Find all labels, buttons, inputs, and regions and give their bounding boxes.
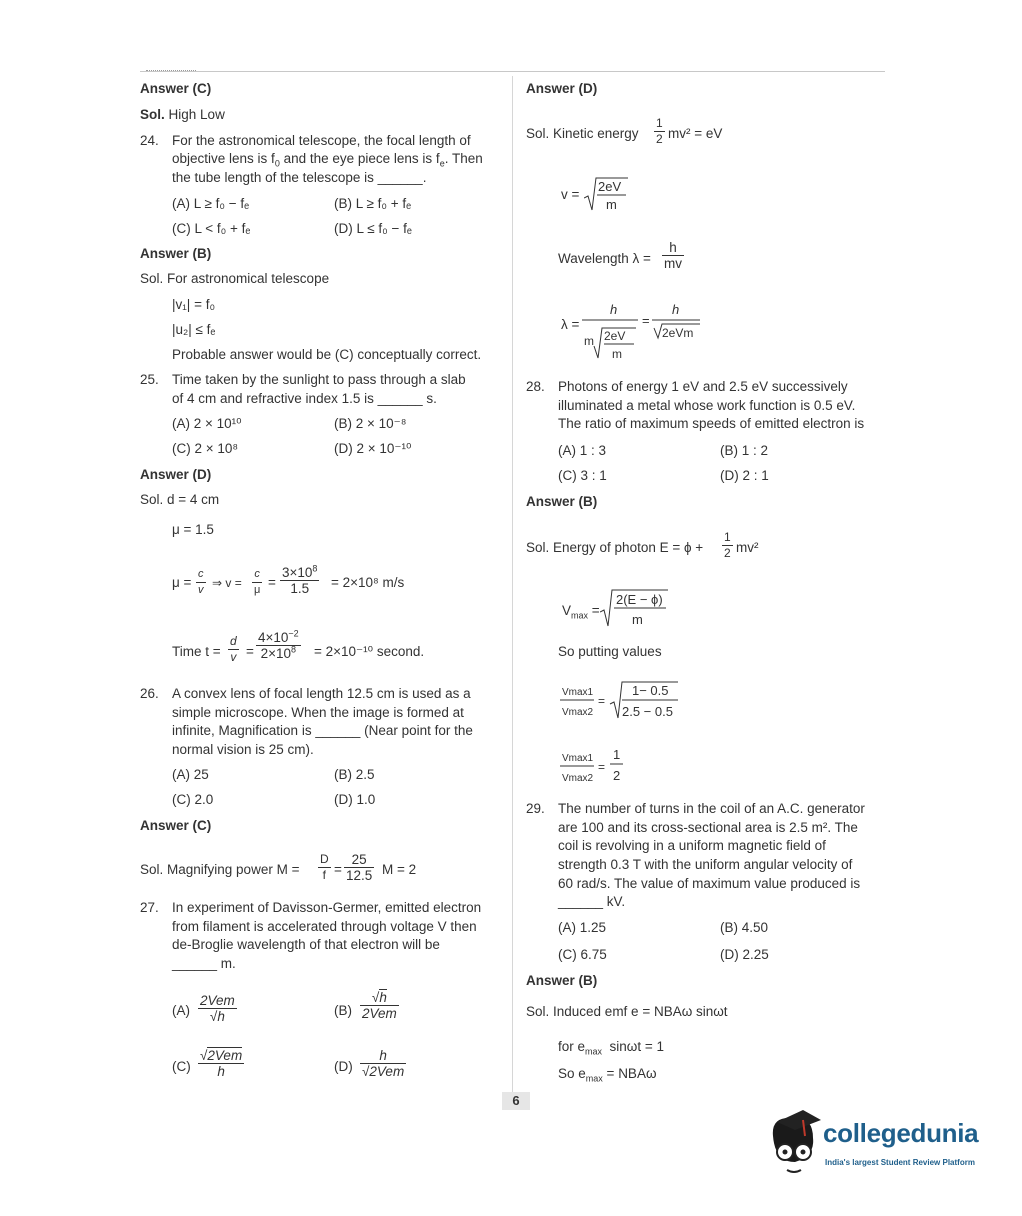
collegedunia-logo bbox=[763, 1108, 995, 1180]
question-number-24: 24. bbox=[140, 133, 159, 148]
option-27-d-fraction: h √2Vem bbox=[362, 1048, 405, 1079]
option-29-b: (B) 4.50 bbox=[720, 920, 769, 935]
question-27-line1: In experiment of Davisson-Germer, emitted electron bbox=[172, 900, 482, 915]
option-27-d-label: (D) bbox=[334, 1059, 353, 1074]
fraction-1-over-2: $\frac{1}{2}$ bbox=[656, 116, 663, 146]
svg-text:=: = bbox=[598, 694, 606, 708]
option-27-c-fraction: √2Vem h bbox=[200, 1048, 243, 1079]
svg-text:2eV: 2eV bbox=[604, 329, 626, 343]
question-number-27: 27. bbox=[140, 900, 159, 915]
fraction-D-over-f: $\frac{D}{f}$ bbox=[320, 852, 329, 882]
equals: = bbox=[334, 862, 342, 877]
solution-24-eq1: |v₁| = f₀ bbox=[172, 297, 216, 312]
option-24-b: (B) L ≥ f₀ + fₑ bbox=[334, 196, 412, 211]
question-28-line2: illuminated a metal whose work function is 0.5 eV. bbox=[558, 398, 856, 413]
svg-text:m: m bbox=[632, 612, 643, 627]
solution-27-ke: mv² = eV bbox=[668, 126, 723, 141]
svg-text:=: = bbox=[642, 313, 650, 328]
wavelength-prefix: Wavelength λ = bbox=[558, 251, 651, 266]
question-25-line2: of 4 cm and refractive index 1.5 is ______ s. bbox=[172, 391, 437, 406]
answer-26: Answer (C) bbox=[140, 818, 212, 833]
question-29-line2: are 100 and its cross-sectional area is 2.5 m². The bbox=[558, 820, 858, 835]
column-divider bbox=[512, 76, 513, 1092]
vmax-ratio-result bbox=[560, 746, 630, 788]
option-28-b: (B) 1 : 2 bbox=[720, 443, 769, 458]
option-25-a: (A) 2 × 10¹⁰ bbox=[172, 416, 242, 431]
answer-24: Answer (B) bbox=[140, 246, 212, 261]
question-29-line5: 60 rad/s. The value of maximum value produced is bbox=[558, 876, 861, 891]
brand-tagline: India's largest Student Review Platform bbox=[825, 1158, 975, 1167]
brand-name: collegedunia bbox=[823, 1118, 979, 1148]
svg-text:1− 0.5: 1− 0.5 bbox=[632, 683, 669, 698]
equals: = bbox=[246, 644, 254, 659]
svg-text:h: h bbox=[672, 302, 680, 317]
option-26-d: (D) 1.0 bbox=[334, 792, 376, 807]
solution-24: Sol. For astronomical telescope bbox=[140, 271, 330, 286]
solution-25: Sol. d = 4 cm bbox=[140, 492, 220, 507]
solution-24-note: Probable answer would be (C) conceptually correct. bbox=[172, 347, 482, 362]
sqrt-2eV-over-m bbox=[584, 176, 628, 214]
solution-25-eq-prefix: μ = bbox=[172, 575, 192, 590]
question-26-line3: infinite, Magnification is ______ (Near point for the bbox=[172, 723, 473, 738]
answer-23: Answer (C) bbox=[140, 81, 212, 96]
question-number-26: 26. bbox=[140, 686, 159, 701]
question-29-line4: strength 0.3 T with the uniform angular velocity of bbox=[558, 857, 853, 872]
solution-25-time-result: = 2×10⁻¹⁰ second. bbox=[314, 644, 425, 659]
solution-23: Sol. High Low bbox=[140, 107, 225, 122]
fraction-d-over-v: $\frac{d}{v}$ bbox=[230, 634, 237, 664]
option-27-c-label: (C) bbox=[172, 1059, 191, 1074]
option-24-d: (D) L ≤ f₀ − fₑ bbox=[334, 221, 412, 236]
page-number: 6 bbox=[502, 1092, 530, 1110]
svg-text:h: h bbox=[610, 302, 618, 317]
question-27-line3: de-Broglie wavelength of that electron will be bbox=[172, 937, 440, 952]
fraction-1-over-2: $\frac{1}{2}$ bbox=[724, 530, 731, 560]
svg-text:2eV: 2eV bbox=[598, 179, 622, 194]
solution-29: Sol. Induced emf e = NBAω sinωt bbox=[526, 1004, 728, 1019]
solution-25-velocity: = 2×10⁸ m/s bbox=[331, 575, 405, 590]
header-rule bbox=[140, 71, 885, 72]
answer-27: Answer (D) bbox=[526, 81, 598, 96]
solution-28-mv2: mv² bbox=[736, 540, 759, 555]
answer-28: Answer (B) bbox=[526, 494, 598, 509]
question-number-28: 28. bbox=[526, 379, 545, 394]
option-26-c: (C) 2.0 bbox=[172, 792, 214, 807]
option-28-c: (C) 3 : 1 bbox=[558, 468, 607, 483]
option-27-a-label: (A) bbox=[172, 1003, 190, 1018]
option-26-b: (B) 2.5 bbox=[334, 767, 375, 782]
answer-29: Answer (B) bbox=[526, 973, 598, 988]
svg-text:Vmax1: Vmax1 bbox=[562, 753, 594, 764]
question-24-line2: objective lens is $f_0$ and the eye piece lens is $f_e$. Then bbox=[172, 151, 483, 169]
option-24-a: (A) L ≥ f₀ − fₑ bbox=[172, 196, 250, 211]
question-24-line3: the tube length of the telescope is ______. bbox=[172, 170, 427, 185]
putting-values: So putting values bbox=[558, 644, 662, 659]
svg-text:Vmax2: Vmax2 bbox=[562, 773, 594, 784]
implies-arrow: ⇒ v = bbox=[212, 576, 242, 590]
mascot-icon bbox=[763, 1108, 823, 1180]
solution-28-prefix: Sol. Energy of photon E = ϕ + bbox=[526, 540, 704, 555]
velocity-eq-prefix: v = bbox=[561, 187, 580, 202]
fraction-4e-2-over-2e8: $\frac{4\times 10^{-2}}{2\times 10^8}$ bbox=[258, 628, 299, 661]
option-25-b: (B) 2 × 10⁻⁸ bbox=[334, 416, 407, 431]
header-dots bbox=[146, 70, 196, 71]
fraction-25-over-12.5: $\frac{25}{12.5}$ bbox=[346, 852, 373, 883]
option-27-a-fraction: 2Vem √h bbox=[200, 993, 235, 1024]
option-24-c: (C) L < f₀ + fₑ bbox=[172, 221, 251, 236]
solution-29-line2: for $e_{max}$ sinωt = 1 bbox=[558, 1039, 664, 1057]
question-27-line4: ______ m. bbox=[172, 956, 236, 971]
svg-text:2eVm: 2eVm bbox=[662, 326, 694, 340]
question-28-line1: Photons of energy 1 eV and 2.5 eV successively bbox=[558, 379, 848, 394]
option-29-a: (A) 1.25 bbox=[558, 920, 607, 935]
question-number-25: 25. bbox=[140, 372, 159, 387]
option-29-c: (C) 6.75 bbox=[558, 947, 607, 962]
svg-text:m: m bbox=[612, 347, 622, 361]
question-24-line1: For the astronomical telescope, the focal length of bbox=[172, 133, 471, 148]
answer-25: Answer (D) bbox=[140, 467, 212, 482]
solution-26-result: M = 2 bbox=[382, 862, 417, 877]
svg-text:Vmax1: Vmax1 bbox=[562, 687, 594, 698]
question-number-29: 29. bbox=[526, 801, 545, 816]
solution-25-mu: μ = 1.5 bbox=[172, 522, 214, 537]
question-25-line1: Time taken by the sunlight to pass through a slab bbox=[172, 372, 466, 387]
option-27-b-label: (B) bbox=[334, 1003, 352, 1018]
fraction-h-over-mv: $\frac{h}{mv}$ bbox=[664, 240, 682, 271]
fraction-c-over-mu: $\frac{c}{\mu}$ bbox=[254, 568, 261, 596]
svg-text:2(E − ϕ): 2(E − ϕ) bbox=[616, 592, 663, 607]
solution-24-eq2: |u₂| ≤ fₑ bbox=[172, 322, 216, 337]
svg-text:Vmax2: Vmax2 bbox=[562, 707, 594, 718]
solution-27-prefix: Sol. Kinetic energy bbox=[526, 126, 639, 141]
option-26-a: (A) 25 bbox=[172, 767, 209, 782]
fraction-c-over-v: $\frac{c}{v}$ bbox=[198, 568, 204, 596]
option-27-b-fraction: √h 2Vem bbox=[362, 990, 397, 1021]
option-25-c: (C) 2 × 10⁸ bbox=[172, 441, 239, 456]
sqrt-2E-phi-over-m bbox=[600, 588, 670, 630]
fraction-3e8-over-1.5: $\frac{3\times 10^8}{1.5}$ bbox=[282, 563, 318, 596]
question-29-line6: ______ kV. bbox=[558, 894, 626, 909]
solution-26-prefix: Sol. Magnifying power M = bbox=[140, 862, 300, 877]
question-26-line1: A convex lens of focal length 12.5 cm is used as a bbox=[172, 686, 471, 701]
lambda-prefix: λ = bbox=[561, 317, 580, 332]
svg-text:2.5 − 0.5: 2.5 − 0.5 bbox=[622, 704, 673, 719]
vmax-label: $V_{max}$ = bbox=[562, 603, 600, 621]
option-28-d: (D) 2 : 1 bbox=[720, 468, 769, 483]
option-29-d: (D) 2.25 bbox=[720, 947, 769, 962]
svg-text:m: m bbox=[606, 197, 617, 212]
question-29-line1: The number of turns in the coil of an A.C. generator bbox=[558, 801, 865, 816]
svg-text:=: = bbox=[598, 760, 606, 774]
question-27-line2: from filament is accelerated through voltage V then bbox=[172, 919, 477, 934]
solution-25-time-prefix: Time t = bbox=[172, 644, 221, 659]
question-26-line4: normal vision is 25 cm). bbox=[172, 742, 314, 757]
option-25-d: (D) 2 × 10⁻¹⁰ bbox=[334, 441, 412, 456]
lambda-derivation bbox=[580, 300, 704, 362]
svg-text:m: m bbox=[584, 334, 594, 348]
question-29-line3: coil is revolving in a uniform magnetic field of bbox=[558, 838, 826, 853]
solution-29-line3: So $e_{max} = NBA\omega$ bbox=[558, 1066, 657, 1084]
option-28-a: (A) 1 : 3 bbox=[558, 443, 607, 458]
equals: = bbox=[268, 575, 276, 590]
svg-text:1: 1 bbox=[613, 747, 621, 762]
question-26-line2: simple microscope. When the image is formed at bbox=[172, 705, 464, 720]
vmax-ratio-sqrt bbox=[560, 680, 690, 722]
question-28-line3: The ratio of maximum speeds of emitted electron is bbox=[558, 416, 865, 431]
svg-text:2: 2 bbox=[613, 768, 621, 783]
